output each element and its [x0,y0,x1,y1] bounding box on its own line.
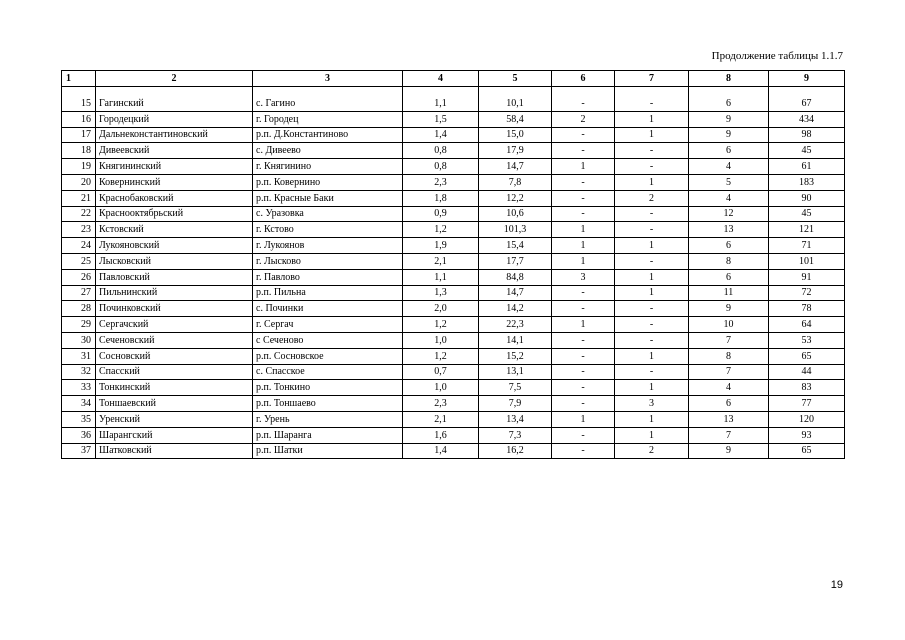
table-cell: 30 [62,332,96,348]
table-row [62,348,845,364]
table-cell: Ковернинский [96,174,253,190]
table-cell: 24 [62,238,96,254]
table-cell: 13,4 [479,411,552,427]
table-cell: 44 [769,364,845,380]
table-cell: - [615,317,689,333]
table-cell: 2,0 [403,301,479,317]
table-cell: 1 [552,238,615,254]
column-header: 2 [96,71,253,87]
table-cell: - [552,380,615,396]
table-cell: - [552,206,615,222]
table-cell: Шатковский [96,443,253,459]
table-cell: 6 [689,238,769,254]
table-cell: Кстовский [96,222,253,238]
table-cell: - [615,96,689,111]
table-cell: 183 [769,174,845,190]
table-row [62,317,845,333]
table-cell: р.п. Пильна [253,285,403,301]
table-cell: 3 [552,269,615,285]
table-cell: - [552,143,615,159]
table-cell: 14,7 [479,285,552,301]
table-row [62,222,845,238]
table-cell: 10 [689,317,769,333]
table-cell: Лукояновский [96,238,253,254]
table-cell: 101,3 [479,222,552,238]
table-cell: 5 [689,174,769,190]
table-cell: 15,0 [479,127,552,143]
table-cell: 2,1 [403,253,479,269]
table-cell: 434 [769,111,845,127]
table-cell: 2 [552,111,615,127]
table-cell: 4 [689,190,769,206]
table-cell: - [615,301,689,317]
table-cell: с. Уразовка [253,206,403,222]
table-cell: 9 [689,111,769,127]
table-cell: 6 [689,143,769,159]
table-cell: 90 [769,190,845,206]
table-cell: 32 [62,364,96,380]
table-cell: 13 [689,222,769,238]
table-cell: 53 [769,332,845,348]
table-cell: 29 [62,317,96,333]
table-cell: 1 [552,159,615,175]
table-cell: 26 [62,269,96,285]
table-cell: 1,0 [403,332,479,348]
table-cell: - [615,206,689,222]
table-cell: 9 [689,443,769,459]
table-cell: 1,3 [403,285,479,301]
table-cell: - [552,427,615,443]
table-cell: Краснобаковский [96,190,253,206]
table-cell: 121 [769,222,845,238]
table-cell: 6 [689,96,769,111]
table-row [62,411,845,427]
table-cell: 1 [552,317,615,333]
table-cell: - [552,332,615,348]
column-header: 3 [253,71,403,87]
table-cell: г. Лысково [253,253,403,269]
table-cell: 17 [62,127,96,143]
table-cell: Тоншаевский [96,396,253,412]
table-cell: 0,8 [403,143,479,159]
table-cell: 61 [769,159,845,175]
table-cell: - [552,127,615,143]
column-header: 7 [615,71,689,87]
table-cell: г. Лукоянов [253,238,403,254]
table-cell: 7,3 [479,427,552,443]
table-cell: 0,8 [403,159,479,175]
table-cell: 1 [552,411,615,427]
table-cell: - [552,348,615,364]
table-cell: 1 [615,380,689,396]
table-cell: Шарангский [96,427,253,443]
table-cell: р.п. Тоншаево [253,396,403,412]
table-cell: 27 [62,285,96,301]
table-cell: 14,1 [479,332,552,348]
table-cell: 65 [769,443,845,459]
table-cell: - [615,143,689,159]
table-cell: 1,8 [403,190,479,206]
table-cell: 1,0 [403,380,479,396]
table-cell: 78 [769,301,845,317]
table-cell: 2,3 [403,174,479,190]
table-cell: 0,7 [403,364,479,380]
table-row [62,253,845,269]
table-row [62,127,845,143]
table-row [62,301,845,317]
table-cell: 16 [62,111,96,127]
table-cell: 4 [689,159,769,175]
table-row [62,238,845,254]
table-cell: 1,2 [403,348,479,364]
table-cell: Дальнеконстантиновский [96,127,253,143]
table-cell: 1 [615,427,689,443]
table-cell: 65 [769,348,845,364]
table-cell: 19 [62,159,96,175]
table-cell: 1 [615,411,689,427]
column-header: 9 [769,71,845,87]
table-cell: 21 [62,190,96,206]
column-header: 4 [403,71,479,87]
table-cell: 7,9 [479,396,552,412]
table-caption: Продолжение таблицы 1.1.7 [711,50,843,62]
table-cell: - [615,222,689,238]
table-cell: р.п. Шатки [253,443,403,459]
table-row [62,427,845,443]
table-cell: - [552,364,615,380]
table-cell: 1,5 [403,111,479,127]
table-cell: 7 [689,364,769,380]
table-cell: г. Городец [253,111,403,127]
table-cell: 10,1 [479,96,552,111]
table-cell: 1 [615,111,689,127]
table-cell: 18 [62,143,96,159]
table-cell: 64 [769,317,845,333]
table-cell: 45 [769,143,845,159]
table-cell: - [552,285,615,301]
table-cell: 0,9 [403,206,479,222]
table-cell: - [552,190,615,206]
table-cell: Княгининский [96,159,253,175]
table-cell: - [552,174,615,190]
table-cell: р.п. Ковернино [253,174,403,190]
table-row [62,443,845,459]
table-cell: 35 [62,411,96,427]
table-cell: 25 [62,253,96,269]
table-cell: 45 [769,206,845,222]
table-cell: г. Кстово [253,222,403,238]
table-row [62,111,845,127]
table-row [62,396,845,412]
table-cell: 71 [769,238,845,254]
table-cell: с. Дивеево [253,143,403,159]
table-cell: 16,2 [479,443,552,459]
table-cell: 4 [689,380,769,396]
table-cell: 58,4 [479,111,552,127]
table-cell: Сеченовский [96,332,253,348]
table-cell: 6 [689,396,769,412]
table-cell: - [615,364,689,380]
page-number: 19 [830,579,843,591]
column-header: 8 [689,71,769,87]
table-cell: Краснооктябрьский [96,206,253,222]
table-cell: - [552,396,615,412]
table-cell: 13 [689,411,769,427]
table-cell: 12 [689,206,769,222]
table-cell: 2 [615,190,689,206]
table-cell: 1 [615,127,689,143]
table-cell: Пильнинский [96,285,253,301]
table-cell: Павловский [96,269,253,285]
data-table [61,70,845,459]
table-cell: р.п. Д.Константиново [253,127,403,143]
table-row [62,159,845,175]
table-cell: 7 [689,427,769,443]
table-cell: 1,4 [403,443,479,459]
table-cell: 6 [689,269,769,285]
table-cell: с. Починки [253,301,403,317]
table-cell: Починковский [96,301,253,317]
table-cell: 1 [615,285,689,301]
table-cell: Городецкий [96,111,253,127]
table-cell: Лысковский [96,253,253,269]
table-cell: 3 [615,396,689,412]
table-cell: 22,3 [479,317,552,333]
header-spacer-row [62,87,845,97]
table-cell: 72 [769,285,845,301]
table-cell: 2,3 [403,396,479,412]
table-cell: - [552,96,615,111]
table-cell: 23 [62,222,96,238]
table-cell: 1,2 [403,222,479,238]
table-cell: 120 [769,411,845,427]
table-cell: 67 [769,96,845,111]
table-cell: - [552,443,615,459]
table-row [62,380,845,396]
table-cell: 36 [62,427,96,443]
table-row [62,143,845,159]
table-cell: 1 [615,238,689,254]
table-cell: - [615,332,689,348]
table-cell: 91 [769,269,845,285]
table-row [62,206,845,222]
table-cell: 1,9 [403,238,479,254]
table-row [62,285,845,301]
table-row [62,332,845,348]
table-cell: 77 [769,396,845,412]
table-cell: с Сеченово [253,332,403,348]
table-cell: 28 [62,301,96,317]
table-cell: 7 [689,332,769,348]
table-body [62,87,845,459]
table-cell: 14,7 [479,159,552,175]
table-cell: р.п. Шаранга [253,427,403,443]
table-cell: 9 [689,301,769,317]
table-cell: Спасский [96,364,253,380]
table-cell: 1,4 [403,127,479,143]
table-row [62,96,845,111]
table-cell: 31 [62,348,96,364]
table-cell: 1 [615,348,689,364]
table-cell: 2,1 [403,411,479,427]
table-cell: 22 [62,206,96,222]
header-row [62,71,845,87]
column-header: 5 [479,71,552,87]
table-cell: 20 [62,174,96,190]
table-cell: с. Гагино [253,96,403,111]
table-cell: 17,7 [479,253,552,269]
table-cell: - [552,301,615,317]
table-header [62,71,845,87]
table-cell: 9 [689,127,769,143]
table-cell: 1 [615,269,689,285]
table-cell: 13,1 [479,364,552,380]
table-cell: Сосновский [96,348,253,364]
table-cell: г. Княгинино [253,159,403,175]
table-cell: 11 [689,285,769,301]
table-cell: р.п. Тонкино [253,380,403,396]
table-cell: 17,9 [479,143,552,159]
table-cell: 101 [769,253,845,269]
table-cell: г. Урень [253,411,403,427]
table-cell: 84,8 [479,269,552,285]
table-cell: 8 [689,253,769,269]
table-cell: Тонкинский [96,380,253,396]
table-row [62,174,845,190]
table-cell: г. Сергач [253,317,403,333]
table-cell: 34 [62,396,96,412]
table-cell: 2 [615,443,689,459]
table-cell: 33 [62,380,96,396]
table-cell: 1,1 [403,269,479,285]
table-cell: Сергачский [96,317,253,333]
table-cell: 1,6 [403,427,479,443]
table-cell: 93 [769,427,845,443]
table-cell: 98 [769,127,845,143]
table-cell: 83 [769,380,845,396]
table-cell: р.п. Красные Баки [253,190,403,206]
table-row [62,269,845,285]
column-header: 6 [552,71,615,87]
table-cell: 1,1 [403,96,479,111]
table-cell: 1 [552,253,615,269]
table-cell: Гагинский [96,96,253,111]
table-cell: Уренский [96,411,253,427]
table-row [62,364,845,380]
table-cell: г. Павлово [253,269,403,285]
table-row [62,190,845,206]
table-cell: 15,4 [479,238,552,254]
table-cell: р.п. Сосновское [253,348,403,364]
table-cell: 10,6 [479,206,552,222]
table-cell: 1 [552,222,615,238]
table-cell: с. Спасское [253,364,403,380]
table-cell: - [615,159,689,175]
table-cell: 7,8 [479,174,552,190]
table-cell: - [615,253,689,269]
table-cell: 7,5 [479,380,552,396]
table-cell: 15 [62,96,96,111]
table-cell: 12,2 [479,190,552,206]
table-cell: 14,2 [479,301,552,317]
column-header: 1 [62,71,96,87]
table-cell: 15,2 [479,348,552,364]
table-cell: 37 [62,443,96,459]
table-cell: 8 [689,348,769,364]
table-cell: Дивеевский [96,143,253,159]
table-cell: 1 [615,174,689,190]
table-cell: 1,2 [403,317,479,333]
